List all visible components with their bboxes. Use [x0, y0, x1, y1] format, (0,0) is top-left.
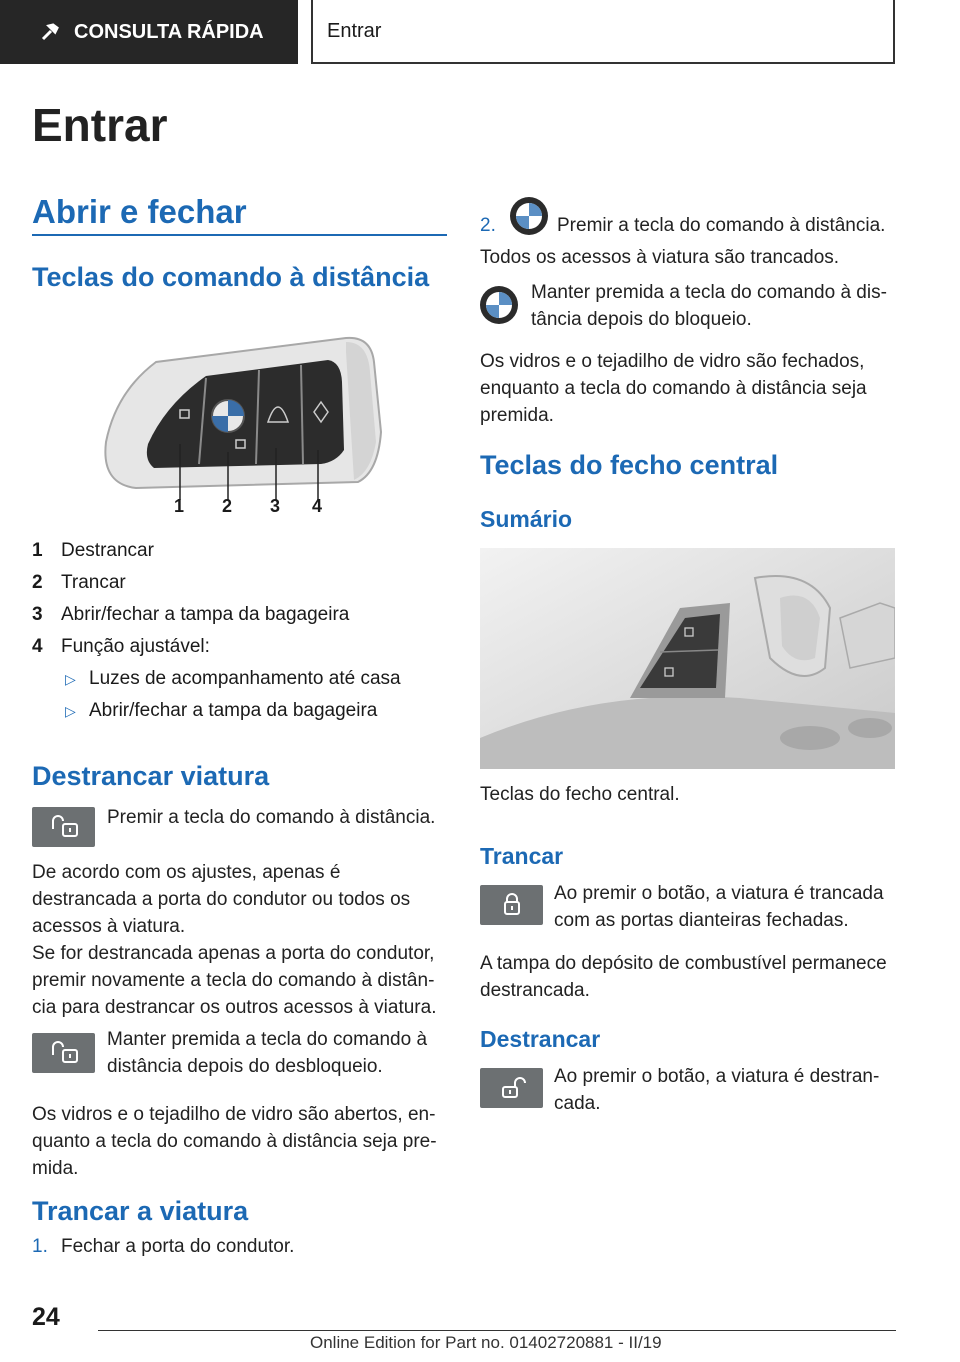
key-label-1: 1 — [174, 496, 185, 516]
bmw-logo-icon — [509, 196, 549, 236]
key-label-3: 3 — [270, 496, 281, 516]
list-item: 2 Trancar — [32, 572, 126, 593]
hold-unlock-instruction: Manter premida a tecla do comando à distância depois do desbloqueio. — [107, 1029, 428, 1077]
hold-lock-instruction: Manter premida a tecla do comando à distância depois do bloqueio. — [531, 282, 887, 330]
step-number: 1. — [32, 1236, 48, 1257]
unlock-button-symbol — [32, 807, 95, 847]
paragraph: De acordo com os ajustes, apenas é destrancada a porta do condutor ou todos os acessos à viatura. — [32, 862, 411, 937]
wrench-icon — [40, 22, 60, 42]
heading-rule — [32, 234, 447, 236]
heading-trancar: Trancar — [480, 843, 564, 869]
heading-teclas-comando: Teclas do comando à distância — [32, 262, 430, 292]
destrancar-button-instruction: Ao premir o botão, a viatura é destrancada. — [554, 1066, 880, 1114]
key-legend-list — [32, 535, 401, 727]
triangle-bullet-icon: ▷ — [65, 671, 76, 687]
page-title: Entrar — [32, 99, 168, 151]
paragraph: Se for destrancada apenas a porta do condutor, premir novamente a tecla do comando à distância para destrancar os outros acessos à viatura. — [32, 943, 437, 1018]
unlock-icon — [47, 813, 81, 841]
list-item: 3 Abrir/fechar a tampa da bagageira — [32, 604, 350, 625]
quick-reference-tab[interactable] — [0, 0, 298, 64]
step-number: 2. — [480, 215, 496, 236]
unlock-button-symbol — [32, 1033, 95, 1073]
step-1 — [32, 1233, 294, 1260]
paragraph: A tampa do depósito de combustível permanece destrancada. — [480, 953, 887, 1001]
list-item: 1 Destrancar — [32, 540, 154, 561]
quick-reference-label: CONSULTA RÁPIDA — [74, 20, 264, 43]
unlock-button-symbol — [480, 1068, 543, 1108]
paragraph: Os vidros e o tejadilho de vidro são fechados, enquanto a tecla do comando à distância seja premida. — [480, 351, 867, 426]
heading-sumario: Sumário — [480, 506, 573, 532]
key-fob-illustration — [96, 332, 386, 522]
bmw-logo-icon — [479, 285, 519, 325]
sub-list-item: ▷ Luzes de acompanhamento até casa — [32, 663, 401, 695]
heading-abrir-fechar: Abrir e fechar — [32, 193, 247, 230]
heading-trancar-viatura: Trancar a viatura — [32, 1196, 249, 1226]
heading-destrancar-viatura: Destrancar viatura — [32, 761, 270, 791]
lock-icon — [495, 891, 529, 919]
figure-caption: Teclas do fecho central. — [480, 784, 680, 805]
key-label-4: 4 — [312, 496, 323, 516]
step-2-text: Premir a tecla do comando à distância. — [557, 215, 886, 236]
unlock-icon — [495, 1074, 529, 1102]
paragraph: Todos os acessos à viatura são trancados. — [480, 247, 840, 268]
step-2 — [480, 212, 509, 239]
footer-divider — [98, 1330, 896, 1331]
section-header — [311, 0, 895, 64]
list-item: 4 Função ajustável: — [32, 636, 210, 657]
central-lock-buttons-illustration — [480, 548, 895, 769]
heading-teclas-fecho-central: Teclas do fecho central — [480, 450, 779, 480]
trancar-instruction: Ao premir o botão, a viatura é trancada com as portas dianteiras fechadas. — [554, 883, 884, 931]
page-number: 24 — [32, 1303, 60, 1331]
section-header-label: Entrar — [327, 19, 382, 42]
paragraph: Os vidros e o tejadilho de vidro são abertos, enquanto a tecla do comando à distância seja premida. — [32, 1104, 437, 1179]
heading-destrancar: Destrancar — [480, 1026, 601, 1052]
key-label-2: 2 — [222, 496, 233, 516]
destrancar-instruction: Premir a tecla do comando à distância. — [107, 807, 436, 828]
sub-list-item: ▷ Abrir/fechar a tampa da bagageira — [32, 695, 401, 727]
step-text: Fechar a porta do condutor. — [61, 1236, 295, 1257]
lock-button-symbol — [480, 885, 543, 925]
triangle-bullet-icon: ▷ — [65, 703, 76, 719]
footer-edition: Online Edition for Part no. 01402720881 - II/19 — [310, 1333, 662, 1352]
unlock-icon — [47, 1039, 81, 1067]
